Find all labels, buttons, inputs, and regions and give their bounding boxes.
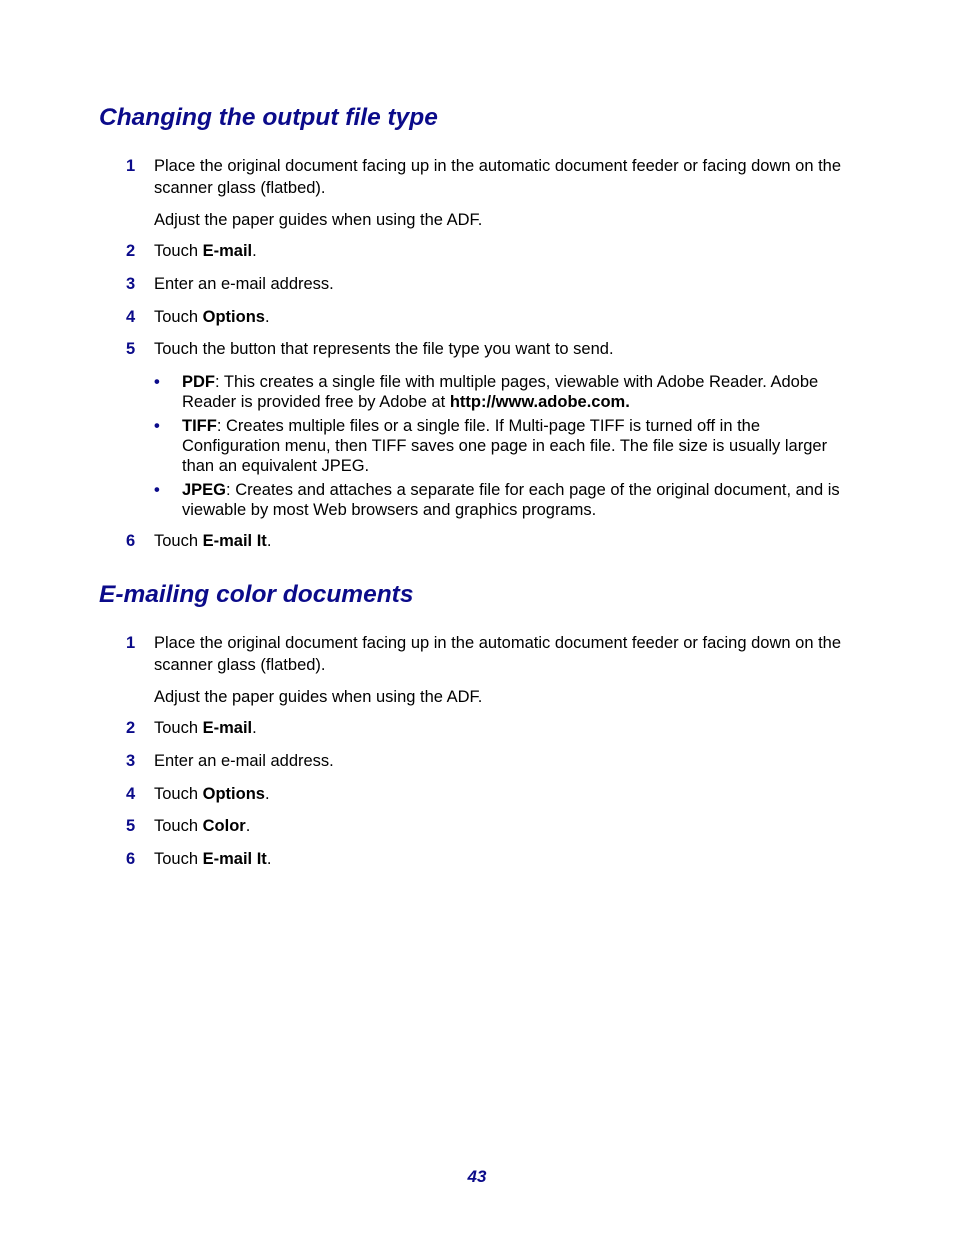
step-note: Adjust the paper guides when using the ADF.: [154, 211, 483, 229]
step-number: 4: [126, 785, 136, 803]
step-text: Touch Options.: [154, 308, 270, 326]
step-text: Enter an e-mail address.: [154, 752, 334, 770]
step-text: Touch E-mail.: [154, 719, 257, 737]
step-number: 1: [126, 157, 136, 175]
step-number: 3: [126, 752, 136, 770]
bullet-icon: •: [154, 417, 160, 435]
bullet-text: TIFF: Creates multiple files or a single file. If Multi-page TIFF is turned off in the Configuration menu, then TIFF saves one page in each file. The file size is usually larger than an equivalent JPEG.: [182, 417, 828, 475]
step-number: 1: [126, 634, 136, 652]
step-text: Touch E-mail It.: [154, 532, 272, 550]
section-title: Changing the output file type: [99, 104, 438, 131]
step-number: 5: [126, 340, 136, 358]
step-number: 4: [126, 308, 136, 326]
step-number: 6: [126, 850, 136, 868]
bullet-text: PDF: This creates a single file with multiple pages, viewable with Adobe Reader. Adobe Reader is provided free by Adobe at http://www.adobe.com.: [182, 373, 819, 411]
step-number: 5: [126, 817, 136, 835]
section-title: E-mailing color documents: [99, 581, 414, 608]
step-text: Place the original document facing up in the automatic document feeder or facing down on the scanner glass (flatbed).: [154, 157, 842, 197]
step-text: Touch Options.: [154, 785, 270, 803]
step-text: Enter an e-mail address.: [154, 275, 334, 293]
step-text: Touch E-mail It.: [154, 850, 272, 868]
step-number: 3: [126, 275, 136, 293]
step-number: 2: [126, 242, 136, 260]
step-text: Touch Color.: [154, 817, 251, 835]
step-number: 2: [126, 719, 136, 737]
bullet-text: JPEG: Creates and attaches a separate file for each page of the original document, and is viewable by most Web browsers and graphics programs.: [182, 481, 840, 519]
step-number: 6: [126, 532, 136, 550]
step-text: Touch the button that represents the file type you want to send.: [154, 340, 614, 358]
step-note: Adjust the paper guides when using the ADF.: [154, 688, 483, 706]
bullet-icon: •: [154, 373, 160, 391]
bullet-icon: •: [154, 481, 160, 499]
step-text: Place the original document facing up in the automatic document feeder or facing down on the scanner glass (flatbed).: [154, 634, 842, 674]
page-number: 43: [467, 1167, 487, 1186]
step-text: Touch E-mail.: [154, 242, 257, 260]
